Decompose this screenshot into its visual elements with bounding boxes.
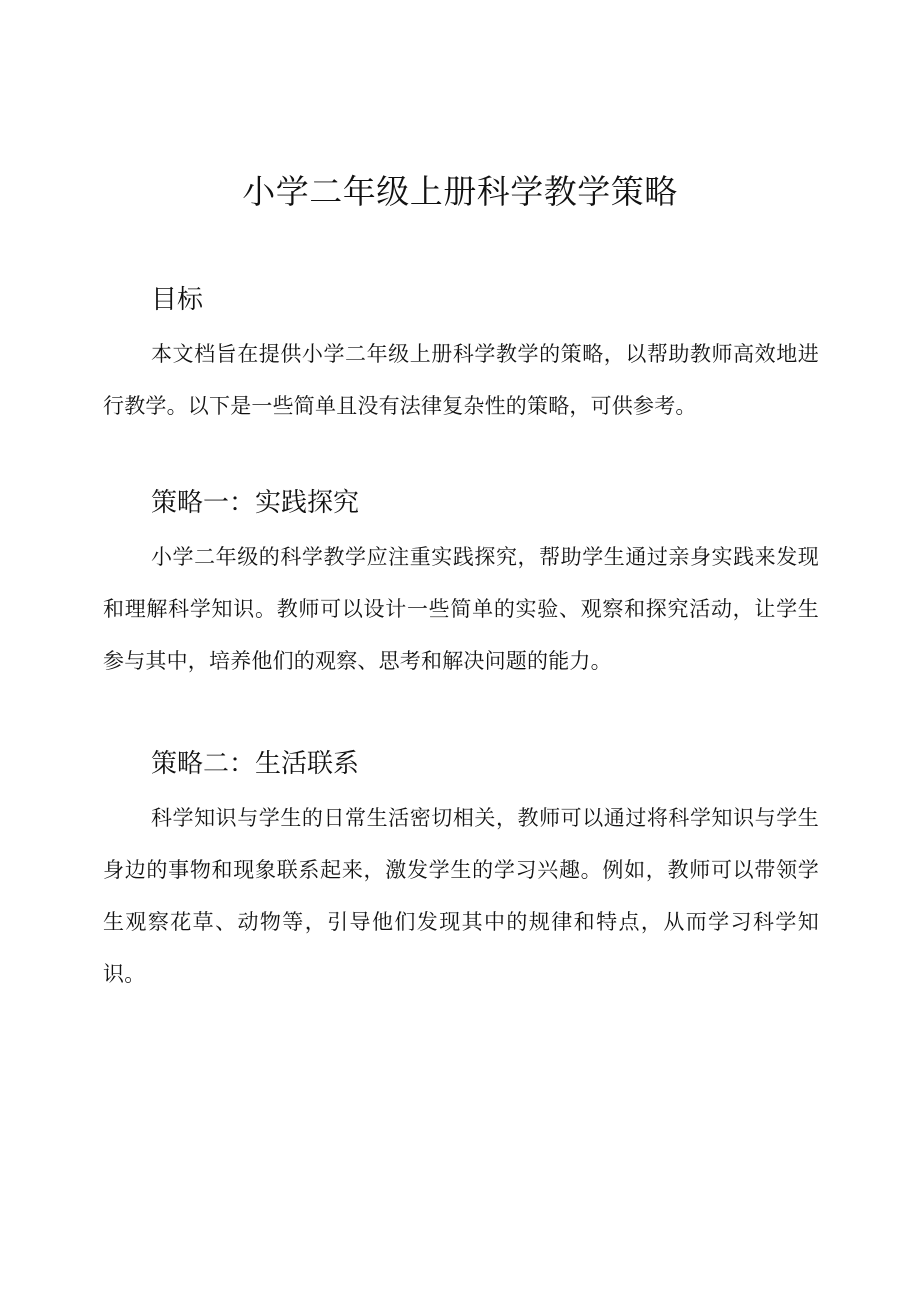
section-heading-strategy-two: 策略二：生活联系 bbox=[151, 749, 360, 779]
section-strategy-two bbox=[103, 744, 819, 1000]
section-goal bbox=[103, 280, 819, 432]
section-heading-strategy-one: 策略一：实践探究 bbox=[151, 488, 360, 518]
section-body-strategy-two: 科学知识与学生的日常生活密切相关，教师可以通过将科学知识与学生身边的事物和现象联系起来，激发学生的学习兴趣。例如，教师可以带领学生观察花草、动物等，引导他们发现其中的规律和特点，从而学习科学知识。 bbox=[103, 806, 819, 986]
section-body-strategy-one: 小学二年级的科学教学应注重实践探究，帮助学生通过亲身实践来发现和理解科学知识。教师可以设计一些简单的实验、观察和探究活动，让学生参与其中，培养他们的观察、思考和解决问题的能力。 bbox=[103, 545, 819, 673]
section-body-goal: 本文档旨在提供小学二年级上册科学教学的策略，以帮助教师高效地进行教学。以下是一些简单且没有法律复杂性的策略，可供参考。 bbox=[103, 342, 819, 418]
document-title: 小学二年级上册科学教学策略 bbox=[242, 172, 678, 211]
section-heading-goal: 目标 bbox=[151, 285, 204, 315]
section-strategy-one bbox=[103, 483, 819, 687]
